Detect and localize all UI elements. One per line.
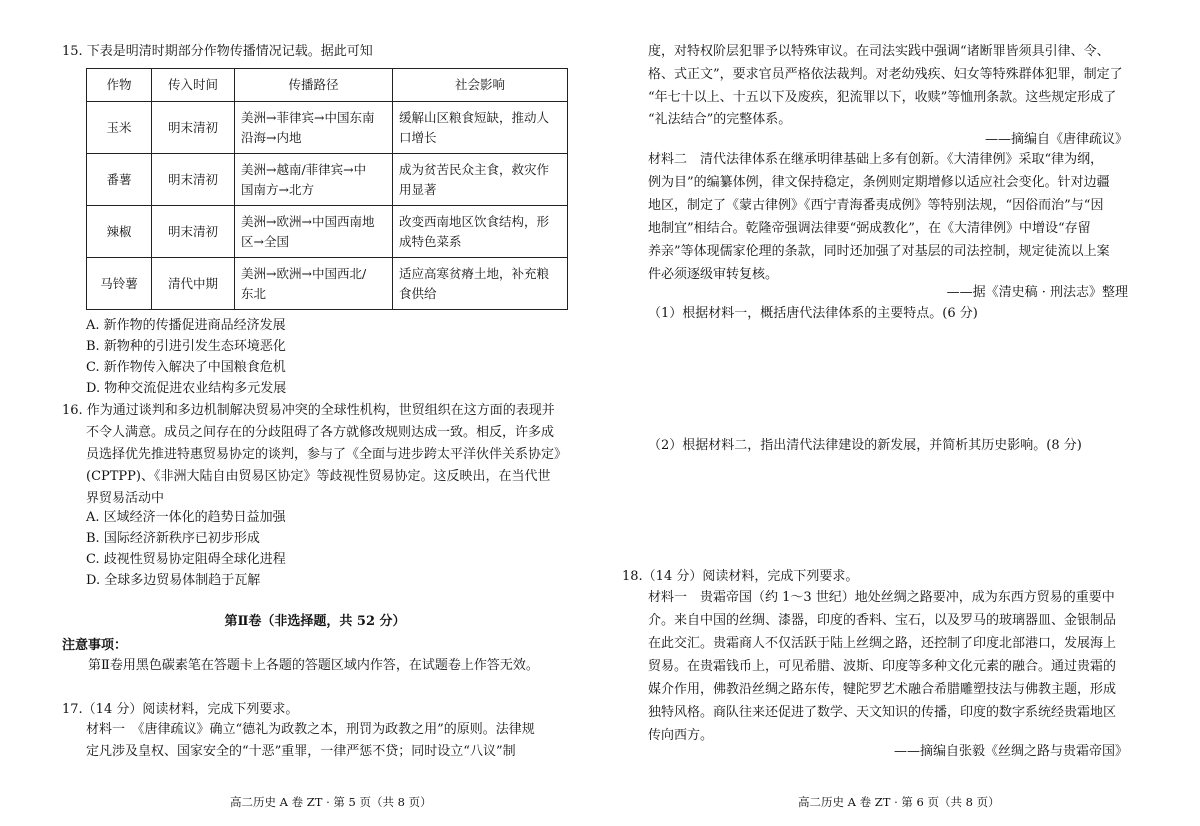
question-18-line: 介。来自中国的丝绸、漆器，印度的香料、宝石，以及罗马的玻璃器皿、金银制品 xyxy=(648,613,1117,628)
sub-question-1: （1）根据材料一，概括唐代法律体系的主要特点。(6 分) xyxy=(648,306,978,321)
social-impact-line: 口增长 xyxy=(399,129,437,145)
intro-time: 明末清初 xyxy=(152,154,235,206)
social-impact-line: 适应高寒贫瘠土地，补充粮 xyxy=(399,265,550,281)
table-row xyxy=(87,206,568,258)
q16-option-a: A. 区域经济一体化的趋势日益加强 xyxy=(86,510,286,525)
spread-path-line: 美洲→越南/菲律宾→中 xyxy=(241,161,367,177)
crop-name: 马铃薯 xyxy=(87,258,152,310)
right-page xyxy=(600,0,1200,826)
social-impact xyxy=(393,258,568,310)
material-1-continued-line: 度，对特权阶层犯罪予以特殊审议。在司法实践中强调“诸断罪皆须具引律、令、 xyxy=(648,44,1110,59)
crop-name: 辣椒 xyxy=(87,206,152,258)
social-impact-line: 食供给 xyxy=(399,285,437,301)
table-header: 作物 xyxy=(87,69,152,102)
social-impact-line: 用显著 xyxy=(399,181,437,197)
table-header: 社会影响 xyxy=(393,69,568,102)
question-18-line: 贸易。在贵霜钱币上，可见希腊、波斯、印度等多种文化元素的融合。通过贵霜的 xyxy=(648,659,1117,674)
crop-spread-table xyxy=(86,68,568,310)
spread-path-line: 区→全国 xyxy=(241,233,289,249)
material-2-line: 件必须逐级审转复核。 xyxy=(648,267,779,282)
question-18-line: 在此交汇。贵霜商人不仅活跃于陆上丝绸之路，还控制了印度北部港口，发展海上 xyxy=(648,636,1117,651)
spread-path xyxy=(235,154,393,206)
intro-time: 明末清初 xyxy=(152,102,235,154)
question-18-line: 独特风格。商队往来还促进了数学、天文知识的传播，印度的数字系统经贵霜地区 xyxy=(648,705,1117,720)
social-impact-line: 成特色菜系 xyxy=(399,233,462,249)
spread-path-line: 国南方→北方 xyxy=(241,181,314,197)
crop-name: 番薯 xyxy=(87,154,152,206)
page-footer: 高二历史 A 卷 ZT · 第 6 页（共 8 页） xyxy=(798,795,1000,809)
material-1-continued-line: “礼法结合”的完整体系。 xyxy=(648,112,792,127)
social-impact-line: 改变西南地区饮食结构，形 xyxy=(399,213,550,229)
page-footer: 高二历史 A 卷 ZT · 第 5 页（共 8 页） xyxy=(230,795,432,809)
q15-option-c: C. 新作物传入解决了中国粮食危机 xyxy=(86,360,286,375)
question-16-line: 16. 作为通过谈判和多边机制解决贸易冲突的全球性机构，世贸组织在这方面的表现并 xyxy=(62,403,555,418)
question-18-line: 材料一 贵霜帝国（约 1～3 世纪）地处丝绸之路要冲，成为东西方贸易的重要中 xyxy=(648,590,1115,605)
table-header: 传入时间 xyxy=(152,69,235,102)
question-18-line: 传向西方。 xyxy=(648,728,714,743)
table-header: 传播路径 xyxy=(235,69,393,102)
social-impact xyxy=(393,154,568,206)
intro-time: 清代中期 xyxy=(152,258,235,310)
spread-path-line: 东北 xyxy=(241,285,267,301)
spread-path xyxy=(235,206,393,258)
material-1-continued-line: 格、式正文”，要求官员严格依法裁判。对老幼残疾、妇女等特殊群体犯罪，制定了 xyxy=(648,67,1123,82)
material-2-line: 地区，制定了《蒙古律例》《西宁青海番夷成例》等特别法规，“因俗而治”与“因 xyxy=(648,198,1104,213)
question-16-line: 不令人满意。成员之间存在的分歧阻碍了各方就修改规则达成一致。相反，许多成 xyxy=(86,425,555,440)
question-17-head: 17.（14 分）阅读材料，完成下列要求。 xyxy=(62,702,299,717)
spread-path-line: 美洲→菲律宾→中国东南 xyxy=(241,109,375,125)
q15-option-b: B. 新物种的引进引发生态环境恶化 xyxy=(86,339,286,354)
material-2-line: 养亲”等体现儒家伦理的条款，同时还加强了对基层的司法控制，规定徒流以上案 xyxy=(648,244,1110,259)
question-18-line: 媒介作用，佛教沿丝绸之路东传，犍陀罗艺术融合希腊雕塑技法与佛教主题，形成 xyxy=(648,682,1117,697)
social-impact-line: 缓解山区粮食短缺，推动人 xyxy=(399,109,550,125)
question-16-line: 员选择优先推进特惠贸易协定的谈判，参与了《全面与进步跨太平洋伙伴关系协定》 xyxy=(86,447,568,462)
question-15-stem: 15. 下表是明清时期部分作物传播情况记载。据此可知 xyxy=(62,44,373,59)
table-row xyxy=(87,258,568,310)
social-impact xyxy=(393,102,568,154)
question-16-line: 界贸易活动中 xyxy=(86,491,165,506)
crop-name: 玉米 xyxy=(87,102,152,154)
source-citation: ——摘编自张毅《丝绸之路与贵霜帝国》 xyxy=(893,744,1128,759)
question-16-line: (CPTPP)、《非洲大陆自由贸易区协定》等歧视性贸易协定。这反映出，在当代世 xyxy=(86,469,551,484)
table-row xyxy=(87,102,568,154)
material-2-line: 地制宜”相结合。乾隆帝强调法律要“弼成教化”，在《大清律例》中增设“存留 xyxy=(648,221,1091,236)
q15-option-a: A. 新作物的传播促进商品经济发展 xyxy=(86,318,286,333)
source-citation: ——据《清史稿 · 刑法志》整理 xyxy=(946,285,1128,300)
table-header-row xyxy=(87,69,568,102)
notice-text: 第Ⅱ卷用黑色碳素笔在答题卡上各题的答题区域内作答，在试题卷上作答无效。 xyxy=(88,658,539,673)
q16-option-b: B. 国际经济新秩序已初步形成 xyxy=(86,531,260,546)
q15-option-d: D. 物种交流促进农业结构多元发展 xyxy=(86,381,287,396)
material-1-continued-line: “年七十以上、十五以下及废疾，犯流罪以下，收赎”等恤刑条款。这些规定形成了 xyxy=(648,90,1117,105)
spread-path xyxy=(235,258,393,310)
q16-option-c: C. 歧视性贸易协定阻碍全球化进程 xyxy=(86,552,286,567)
material-1-line: 材料一 《唐律疏议》确立“德礼为政教之本，刑罚为政教之用”的原则。法律规 xyxy=(86,722,535,737)
spread-path xyxy=(235,102,393,154)
intro-time: 明末清初 xyxy=(152,206,235,258)
q16-option-d: D. 全球多边贸易体制趋于瓦解 xyxy=(86,573,261,588)
material-1-line: 定凡涉及皇权、国家安全的“十恶”重罪，一律严惩不贷；同时设立“八议”制 xyxy=(86,744,516,759)
notice-title: 注意事项： xyxy=(62,638,128,653)
source-citation: ——摘编自《唐律疏议》 xyxy=(984,132,1128,147)
material-2-line: 例为目”的编纂体例，律文保持稳定，条例则定期增修以适应社会变化。针对边疆 xyxy=(648,175,1110,190)
spread-path-line: 美洲→欧洲→中国西南地 xyxy=(241,213,375,229)
section-title: 第Ⅱ卷（非选择题，共 52 分） xyxy=(224,614,406,629)
sub-question-2: （2）根据材料二，指出清代法律建设的新发展，并简析其历史影响。(8 分) xyxy=(648,438,1082,453)
social-impact xyxy=(393,206,568,258)
question-18-head: 18.（14 分）阅读材料，完成下列要求。 xyxy=(622,569,859,584)
table-row xyxy=(87,154,568,206)
social-impact-line: 成为贫苦民众主食，救灾作 xyxy=(399,161,550,177)
spread-path-line: 美洲→欧洲→中国西北/ xyxy=(241,265,367,281)
spread-path-line: 沿海→内地 xyxy=(241,129,302,145)
material-2-line: 材料二 清代法律体系在继承明律基础上多有创新。《大清律例》采取“律为纲， xyxy=(648,152,1104,167)
